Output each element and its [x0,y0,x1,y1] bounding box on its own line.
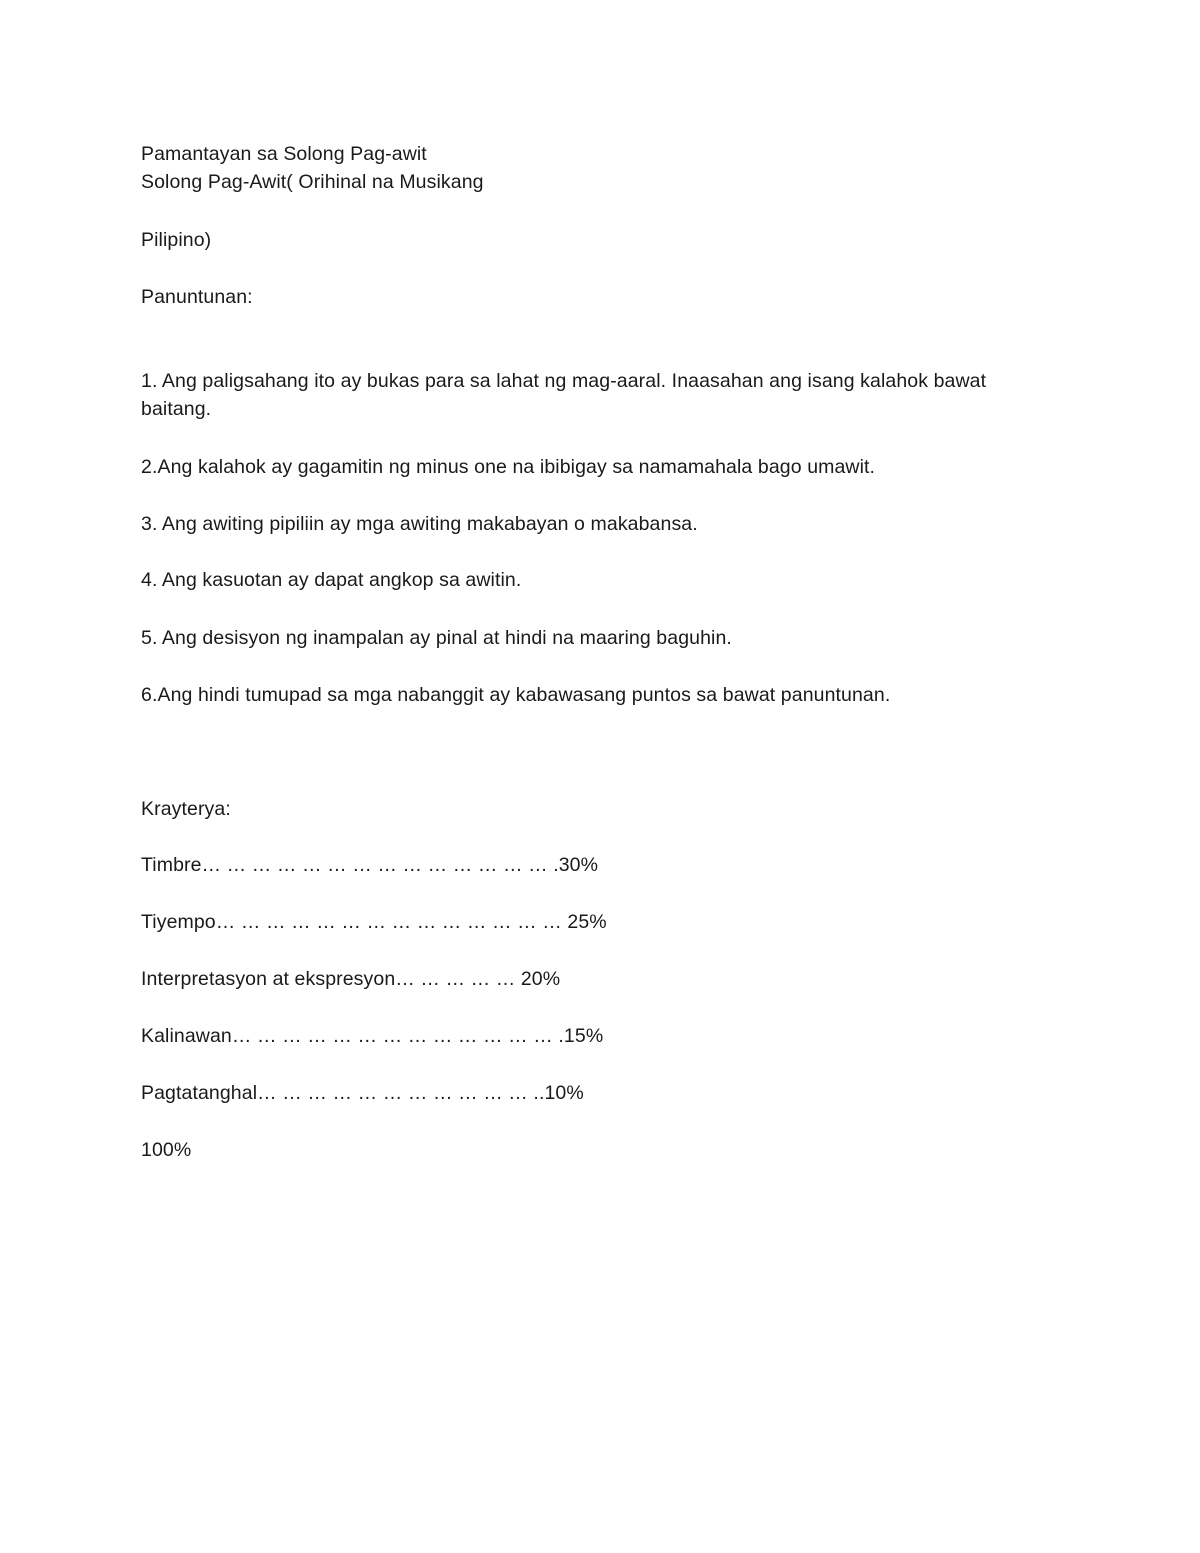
rule-item-4: 4. Ang kasuotan ay dapat angkop sa awitin. [141,569,522,591]
criteria-item-pagtatanghal: Pagtatanghal… … … … … … … … … … … ..10% [141,1082,584,1104]
criteria-item-timbre: Timbre… … … … … … … … … … … … … … .30% [141,854,599,876]
criteria-item-tiyempo: Tiyempo… … … … … … … … … … … … … … 25% [141,911,607,933]
document-title: Pamantayan sa Solong Pag-awit [141,143,427,165]
rule-item-5: 5. Ang desisyon ng inampalan ay pinal at hindi na maaring baguhin. [141,627,732,649]
criteria-total: 100% [141,1139,192,1161]
document-subtitle-line2: Pilipino) [141,229,212,251]
rule-item-1: 1. Ang paligsahang ito ay bukas para sa lahat ng mag-aaral. Inaasahan ang isang kalahok bawat baitang. [141,370,987,420]
document-subtitle-line1: Solong Pag-Awit( Orihinal na Musikang [141,171,484,193]
criteria-item-interpretasyon: Interpretasyon at ekspresyon… … … … … 20% [141,968,561,990]
criteria-heading: Krayterya: [141,798,231,820]
rule-item-2: 2.Ang kalahok ay gagamitin ng minus one na ibibigay sa namamahala bago umawit. [141,456,876,478]
criteria-item-kalinawan: Kalinawan… … … … … … … … … … … … … .15% [141,1025,604,1047]
rules-heading: Panuntunan: [141,286,253,308]
rule-item-3: 3. Ang awiting pipiliin ay mga awiting makabayan o makabansa. [141,513,698,535]
rule-item-6: 6.Ang hindi tumupad sa mga nabanggit ay kabawasang puntos sa bawat panuntunan. [141,684,891,706]
